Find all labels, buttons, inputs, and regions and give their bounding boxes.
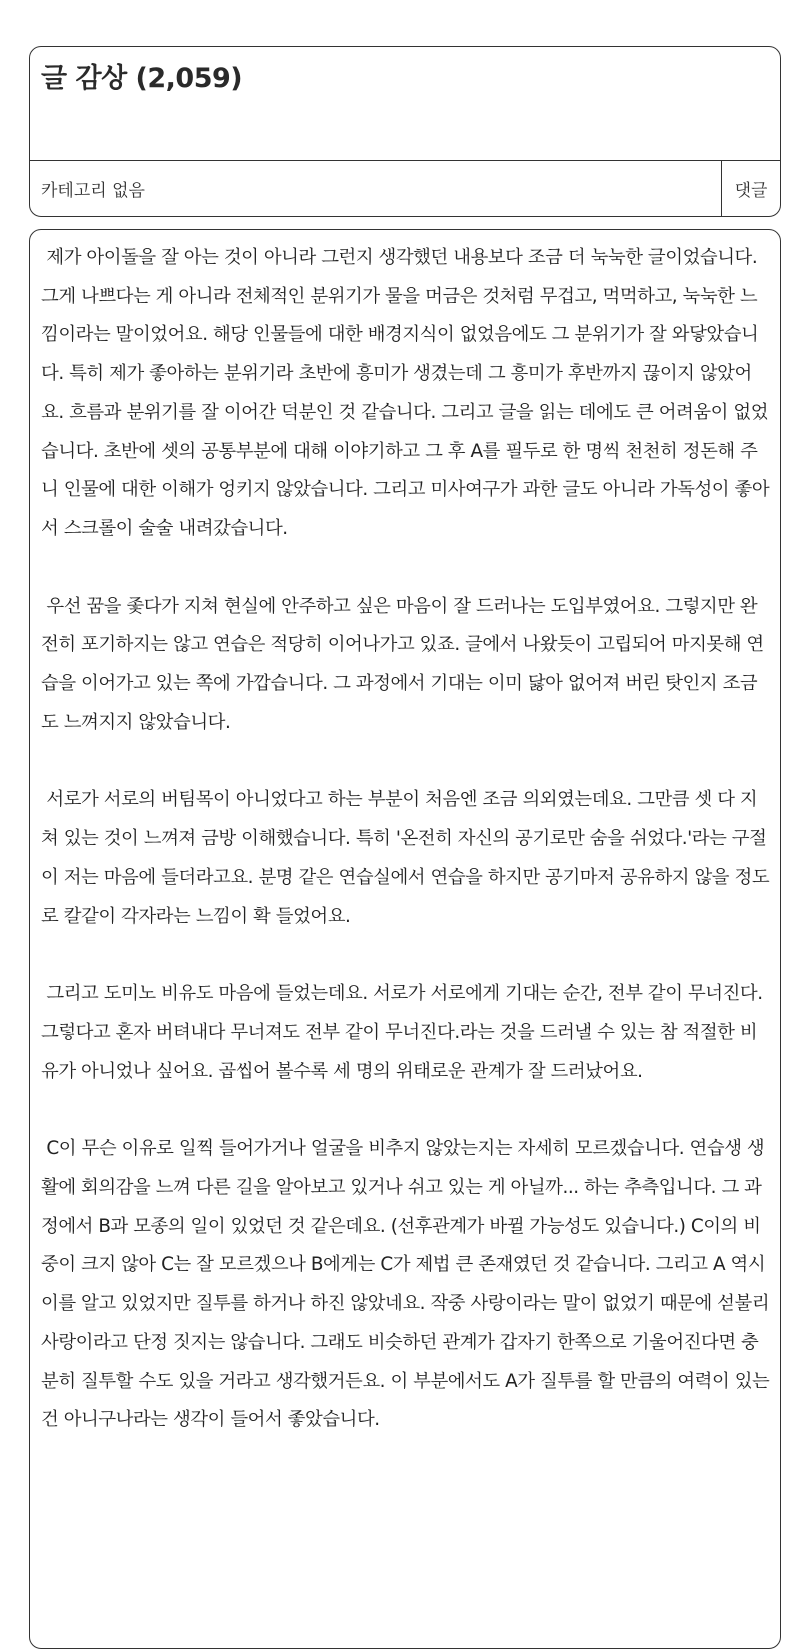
category-label[interactable]: 카테고리 없음: [41, 181, 145, 201]
meta-bar: [30, 160, 780, 216]
paragraph-3: 서로가 서로의 버팀목이 아니었다고 하는 부분이 처음엔 조금 의외였는데요. 그만큼 셋 다 지쳐 있는 것이 느껴져 금방 이해했습니다. 특히 '온전히 자신의 공기로만 숨을 쉬었다.'라는 구절이 저는 마음에 들더라고요. 분명 같은 연습실에서 연습을 하지만 공기마저 공유하지 않을 정도로 칼같이 각자라는 느낌이 확 들었어요.: [41, 789, 770, 927]
page-title: 글 감상 (2,059): [41, 63, 243, 94]
review-header-card: [29, 46, 781, 217]
paragraph-2: 우선 꿈을 좇다가 지쳐 현실에 안주하고 싶은 마음이 잘 드러나는 도입부였어요. 그렇지만 완전히 포기하지는 않고 연습은 적당히 이어나가고 있죠. 글에서 나왔듯이 고립되어 마지못해 연습을 이어가고 있는 쪽에 가깝습니다. 그 과정에서 기대는 이미 닳아 없어져 버린 탓인지 조금도 느껴지지 않았습니다.: [41, 595, 764, 733]
paragraph-4: 그리고 도미노 비유도 마음에 들었는데요. 서로가 서로에게 기대는 순간, 전부 같이 무너진다. 그렇다고 혼자 버텨내다 무너져도 전부 같이 무너진다.라는 것을 드러낼 수 있는 참 적절한 비유가 아니었나 싶어요. 곱씹어 볼수록 세 명의 위태로운 관계가 잘 드러났어요.: [41, 983, 769, 1082]
paragraph-1: 제가 아이돌을 잘 아는 것이 아니라 그런지 생각했던 내용보다 조금 더 눅눅한 글이었습니다. 그게 나쁘다는 게 아니라 전체적인 분위기가 물을 머금은 것처럼 무겁고, 먹먹하고, 눅눅한 느낌이라는 말이었어요. 해당 인물들에 대한 배경지식이 없었음에도 그 분위기가 잘 와닿았습니다. 특히 제가 좋아하는 분위기라 초반에 흥미가 생겼는데 그 흥미가 후반까지 끊이지 않았어요. 흐름과 분위기를 잘 이어간 덕분인 것 같습니다. 그리고 글을 읽는 데에도 큰 어려움이 없었습니다. 초반에 셋의 공통부분에 대해 이야기하고 그 후 A를 필두로 한 명씩 천천히 정돈해 주니 인물에 대한 이해가 엉키지 않았습니다. 그리고 미사여구가 과한 글도 아니라 가독성이 좋아서 스크롤이 술술 내려갔습니다.: [41, 247, 770, 539]
comment-link[interactable]: 댓글: [721, 161, 780, 216]
review-body-card: [29, 229, 781, 1649]
paragraph-5: C이 무슨 이유로 일찍 들어가거나 얼굴을 비추지 않았는지는 자세히 모르겠습니다. 연습생 생활에 회의감을 느껴 다른 길을 알아보고 있거나 쉬고 있는 게 아닐까... 하는 추측입니다. 그 과정에서 B과 모종의 일이 있었던 것 같은데요. (선후관계가 바뀔 가능성도 있습니다.) C이의 비중이 크지 않아 C는 잘 모르겠으나 B에게는 C가 제법 큰 존재였던 것 같습니다. 그리고 A 역시 이를 알고 있었지만 질투를 하거나 하진 않았네요. 작중 사랑이라는 말이 없었기 때문에 섣불리 사랑이라고 단정 짓지는 않습니다. 그래도 비슷하던 관계가 갑자기 한쪽으로 기울어진다면 충분히 질투할 수도 있을 거라고 생각했거든요. 이 부분에서도 A가 질투를 할 만큼의 여력이 있는 건 아니구나라는 생각이 들어서 좋았습니다.: [41, 1138, 775, 1431]
